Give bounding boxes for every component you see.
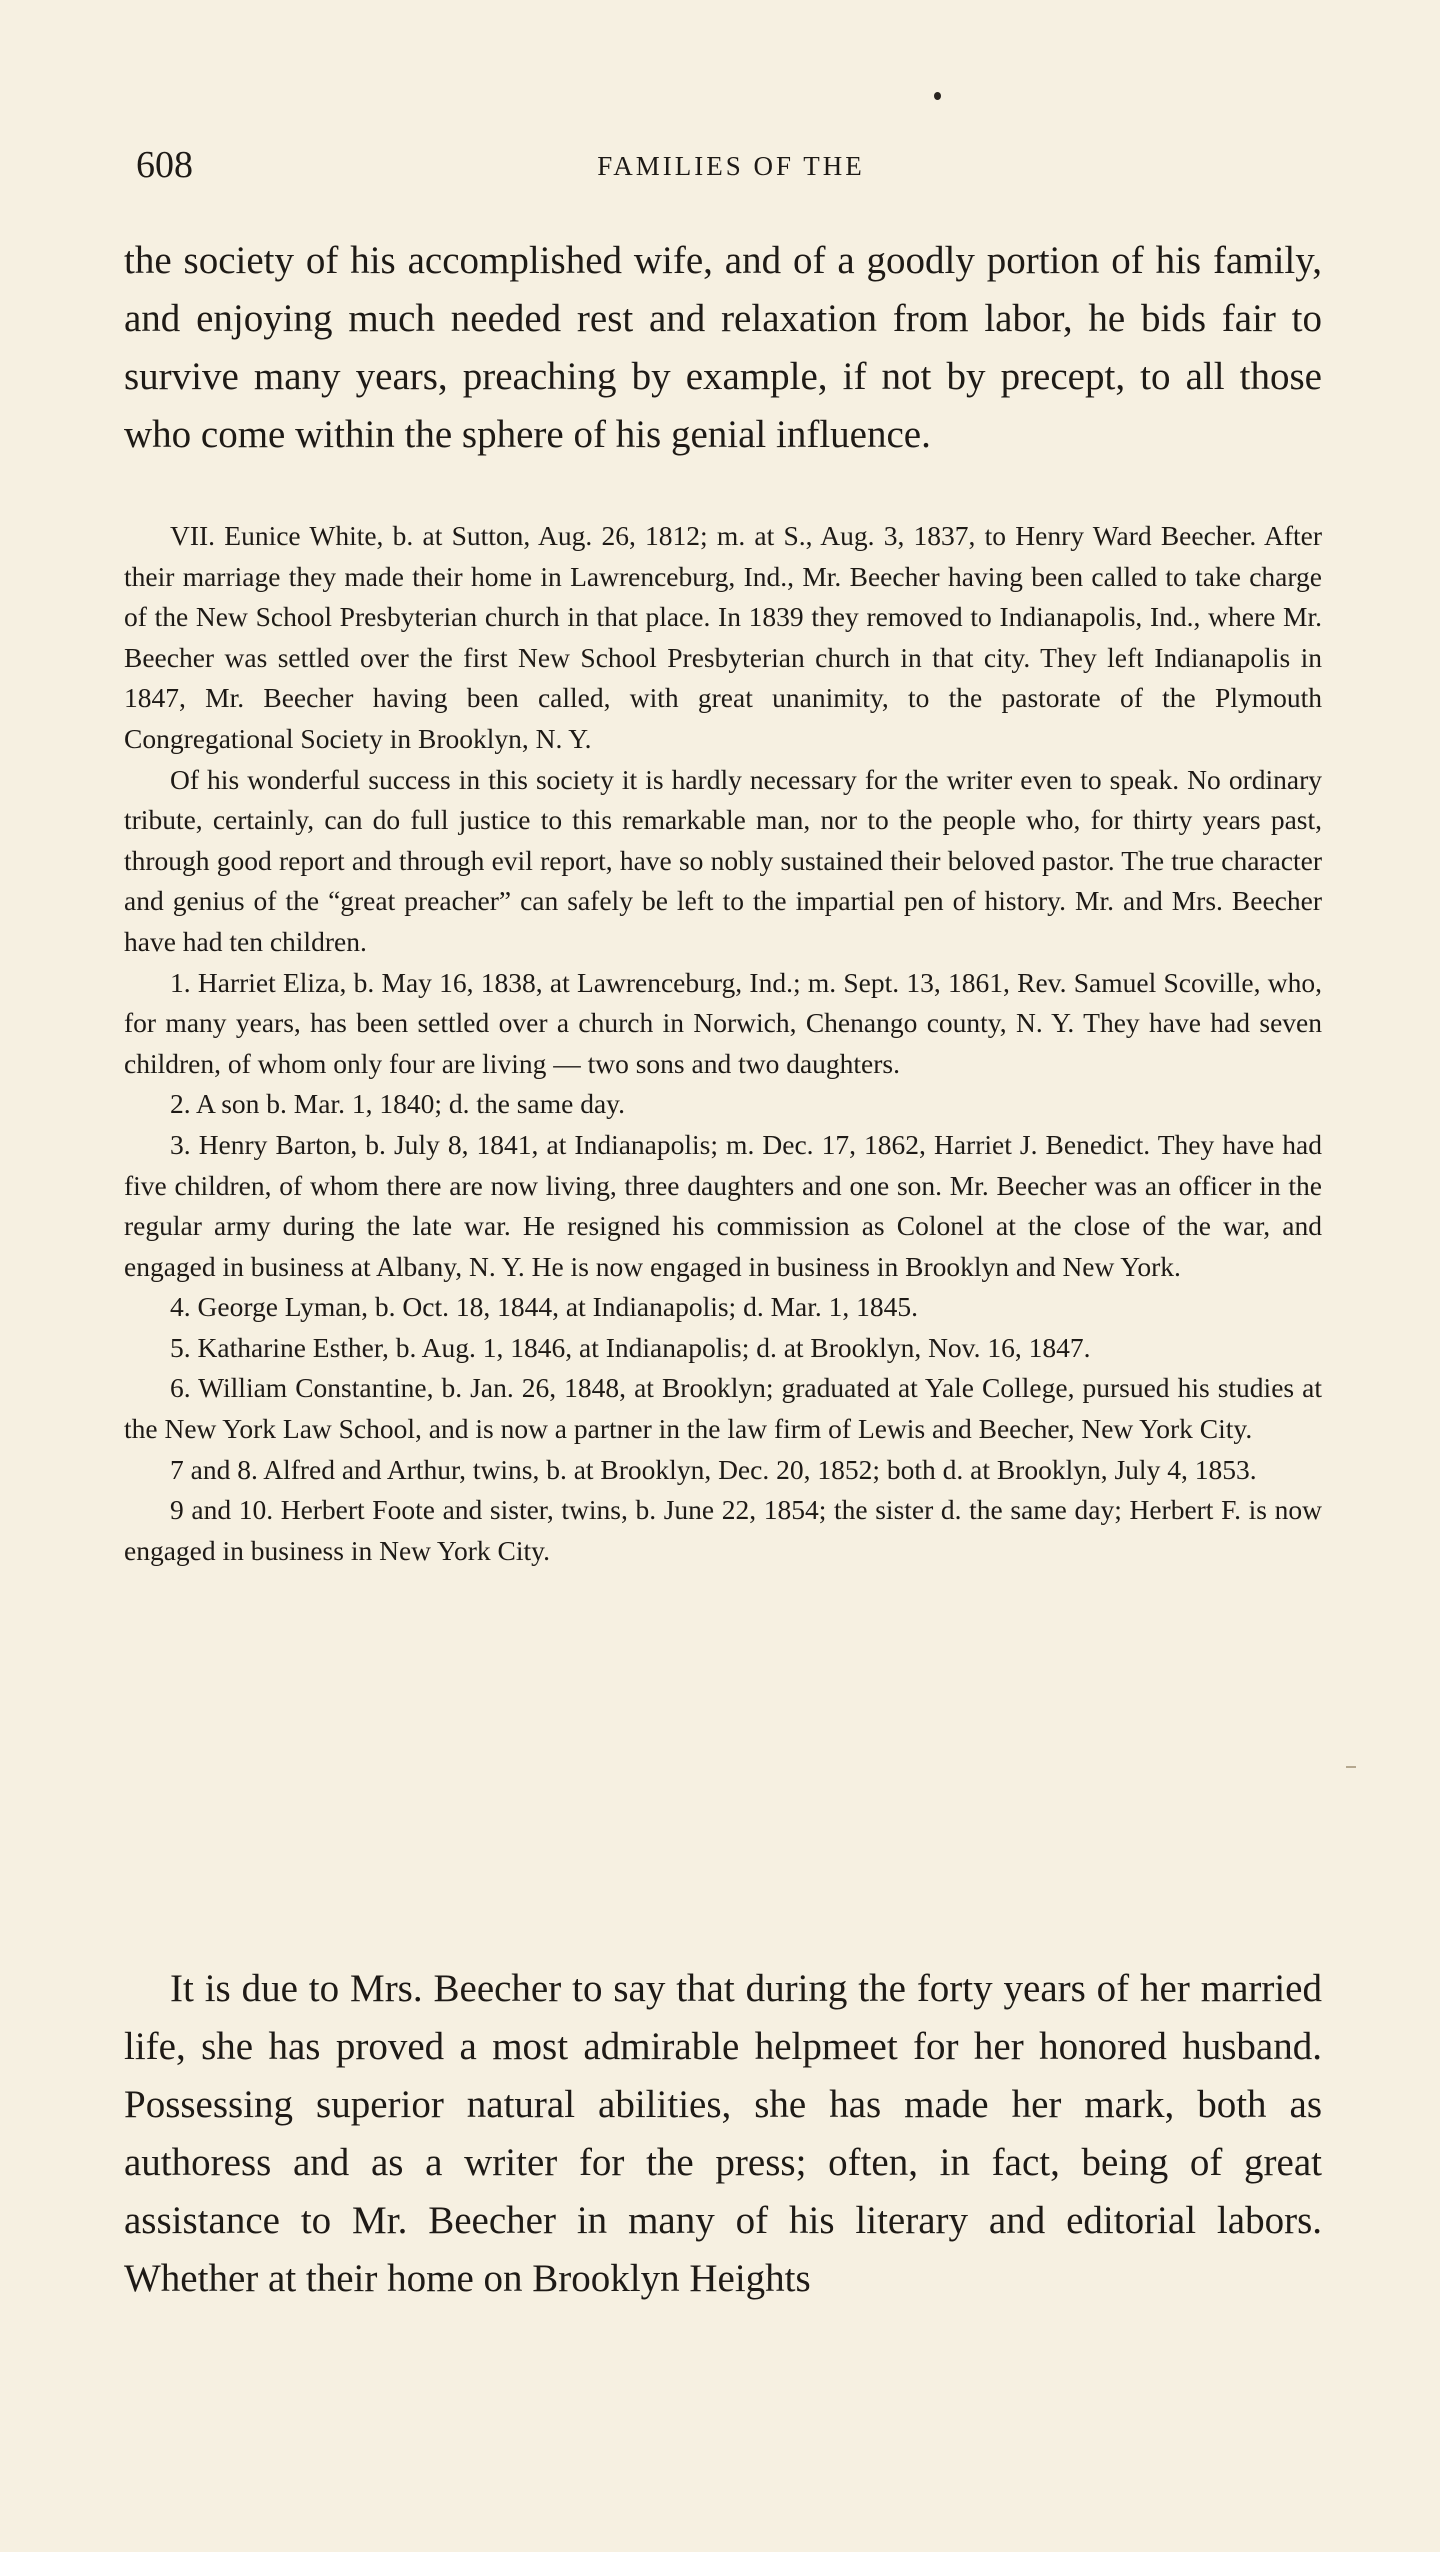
closing-paragraph: It is due to Mrs. Beecher to say that during the forty years of her married life, she has proved a most admirable helpmeet for her honored husband. Possessing superior natural abilities, she has made her mark, both as authoress and as a writer for the press; often, in fact, being of great assistance to Mr. Beecher in many of his literary and editorial labors. Whether at their home on Brooklyn Heights xyxy=(124,1967,1322,2300)
child-entry: 4. George Lyman, b. Oct. 18, 1844, at Indianapolis; d. Mar. 1, 1845. xyxy=(170,1291,918,1323)
child-entry: 3. Henry Barton, b. July 8, 1841, at Indianapolis; m. Dec. 17, 1862, Harriet J. Benedict. They have had five children, of whom there are now living, three daughters and one son. Mr. Beecher was an officer in the regular army during the late war. He resigned his commission as Colonel at the close of the war, and engaged in business at Albany, N. Y. He is now engaged in business in Brooklyn and New York. xyxy=(124,1128,1322,1282)
entry-vii: VII. Eunice White, b. at Sutton, Aug. 26, 1812; m. at S., Aug. 3, 1837, to Henry Ward Beecher. After their marriage they made their home in Lawrenceburg, Ind., Mr. Beecher having been called to take charge of the New School Presbyterian church in that place. In 1839 they removed to Indianapolis, Ind., where Mr. Beecher was settled over the first New School Presbyterian church in that city. They left Indianapolis in 1847, Mr. Beecher having been called, with great unanimity, to the pastorate of the Plymouth Congregational Society in Brooklyn, N. Y. xyxy=(124,520,1322,754)
child-entry: 6. William Constantine, b. Jan. 26, 1848, at Brooklyn; graduated at Yale College, pursued his studies at the New York Law School, and is now a partner in the law firm of Lewis and Beecher, New York City. xyxy=(124,1372,1322,1445)
closing-block xyxy=(124,1960,1322,2308)
continuation-paragraph: the society of his accomplished wife, and of a goodly portion of his family, and enjoying much needed rest and relaxation from labor, he bids fair to survive many years, preaching by example, if not by precept, to all those who come within the sphere of his genial influence. xyxy=(124,239,1322,456)
child-entry: 5. Katharine Esther, b. Aug. 1, 1846, at Indianapolis; d. at Brooklyn, Nov. 16, 1847. xyxy=(170,1331,1091,1363)
child-entry: 2. A son b. Mar. 1, 1840; d. the same day. xyxy=(170,1088,625,1120)
genealogy-entries xyxy=(124,516,1322,1571)
margin-mark xyxy=(1346,1766,1356,1768)
entry-tribute: Of his wonderful success in this society it is hardly necessary for the writer even to speak. No ordinary tribute, certainly, can do full justice to this remarkable man, nor to the people who, for thirty years past, through good report and through evil report, have so nobly sustained their beloved pastor. The true character and genius of the “great preacher” can safely be left to the impartial pen of history. Mr. and Mrs. Beecher have had ten children. xyxy=(124,763,1322,957)
child-entry: 9 and 10. Herbert Foote and sister, twins, b. June 22, 1854; the sister d. the same day; Herbert F. is now engaged in business in New York City. xyxy=(124,1494,1322,1566)
page-header xyxy=(136,140,1326,190)
child-entry: 1. Harriet Eliza, b. May 16, 1838, at Lawrenceburg, Ind.; m. Sept. 13, 1861, Rev. Samuel Scoville, who, for many years, has been settled over a church in Norwich, Chenango county, N. Y. They have had seven children, of whom only four are living — two sons and two daughters. xyxy=(124,966,1322,1079)
print-speck xyxy=(934,92,941,100)
child-entry: 7 and 8. Alfred and Arthur, twins, b. at Brooklyn, Dec. 20, 1852; both d. at Brooklyn, July 4, 1853. xyxy=(170,1453,1257,1485)
page-number: 608 xyxy=(136,144,193,186)
continuation-block xyxy=(124,232,1322,464)
running-title: FAMILIES OF THE xyxy=(597,151,865,181)
